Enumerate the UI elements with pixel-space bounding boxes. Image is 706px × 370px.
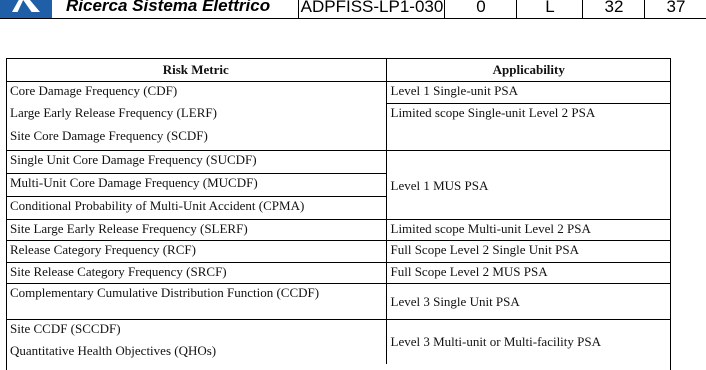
- header-row: [0, 0, 706, 19]
- metric-cell: Quantitative Health Objectives (QHOs): [10, 342, 217, 358]
- table-row: [6, 82, 671, 104]
- table-header-row: [6, 58, 671, 82]
- table-row: [6, 284, 671, 320]
- metric-cell: Core Damage Frequency (CDF): [10, 83, 178, 98]
- applicability-cell: Limited scope Multi-unit Level 2 PSA: [386, 220, 671, 241]
- table-row: [6, 220, 671, 241]
- header-title: Ricerca Sistema Elettrico: [66, 0, 271, 15]
- applicability-cell: Full Scope Level 2 Single Unit PSA: [386, 241, 671, 263]
- metric-cell: Conditional Probability of Multi-Unit Accident (CPMA): [6, 197, 386, 220]
- column-header-risk-metric: Risk Metric: [6, 58, 386, 82]
- metric-cell: Release Category Frequency (RCF): [6, 241, 386, 263]
- metric-cell: Large Early Release Frequency (LERF): [10, 104, 217, 120]
- table-row: [6, 241, 671, 263]
- metric-cell: Site CCDF (SCCDF): [10, 321, 121, 336]
- header-cell-a: 0: [444, 0, 517, 18]
- risk-metric-table: [6, 58, 671, 364]
- metric-cell: Multi-Unit Core Damage Frequency (MUCDF): [6, 174, 386, 197]
- table-row: [6, 320, 671, 342]
- metric-cell: Site Release Category Frequency (SRCF): [6, 263, 386, 284]
- metric-cell: Complementary Cumulative Distribution Function (CCDF): [6, 284, 386, 320]
- applicability-cell: Level 3 Single Unit PSA: [386, 284, 671, 320]
- applicability-cell: Full Scope Level 2 MUS PSA: [386, 263, 671, 284]
- table-row: [6, 104, 671, 127]
- table-row: [6, 263, 671, 284]
- header-cell-c: 32: [582, 0, 645, 18]
- column-header-applicability: Applicability: [386, 58, 671, 82]
- header-cell-b: L: [516, 0, 583, 18]
- applicability-cell: Level 1 MUS PSA: [386, 151, 671, 220]
- applicability-cell: Level 1 Single-unit PSA: [386, 82, 671, 104]
- table-row: [6, 151, 671, 174]
- enea-logo-icon: [0, 0, 52, 18]
- header-cell-d: 37: [644, 0, 706, 18]
- applicability-cell: Limited scope Single-unit Level 2 PSA: [386, 104, 671, 151]
- metric-cell: Site Large Early Release Frequency (SLERF): [6, 220, 386, 241]
- applicability-cell: Level 3 Multi-unit or Multi-facility PSA: [386, 320, 671, 364]
- document-header: [0, 0, 706, 19]
- metric-cell: Site Core Damage Frequency (SCDF): [6, 127, 386, 151]
- metric-cell: Single Unit Core Damage Frequency (SUCDF): [6, 151, 386, 174]
- header-document-code: ADPFISS-LP1-030: [298, 0, 445, 18]
